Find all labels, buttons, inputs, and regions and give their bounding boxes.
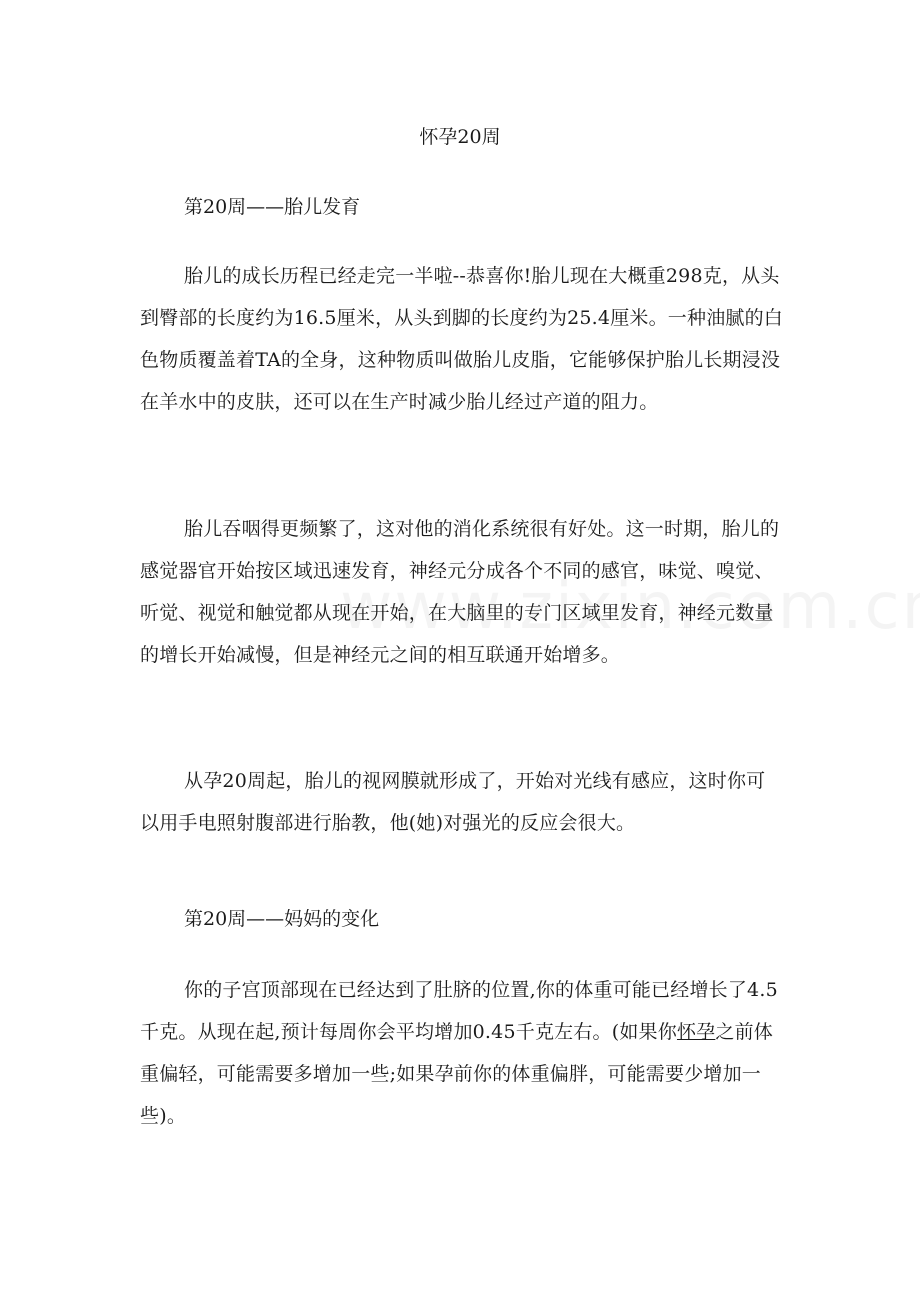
page-title: 怀孕20周 bbox=[419, 126, 501, 148]
paragraph-text: 你的子宫顶部现在已经达到了肚脐的位置,你的体重可能已经增长了4.5千克。从现在起,预计每周你会平均增加0.45千克左右。(如果你 bbox=[140, 979, 778, 1043]
paragraph-weight-gain bbox=[140, 969, 784, 1137]
paragraph-sensory-development: 胎儿吞咽得更频繁了，这对他的消化系统很有好处。这一时期，胎儿的感觉器官开始按区域迅速发育，神经元分成各个不同的感官，味觉、嗅觉、听觉、视觉和触觉都从现在开始，在大脑里的专门区域里发育，神经元数量的增长开始减慢，但是神经元之间的相互联通开始增多。 bbox=[140, 518, 780, 666]
paragraph-retina: 从孕20周起，胎儿的视网膜就形成了，开始对光线有感应，这时你可以用手电照射腹部进行胎教，他(她)对强光的反应会很大。 bbox=[140, 770, 766, 834]
section-heading-mother-changes: 第20周——妈妈的变化 bbox=[184, 908, 380, 930]
paragraph-fetal-size: 胎儿的成长历程已经走完一半啦--恭喜你!胎儿现在大概重298克，从头到臀部的长度约为16.5厘米，从头到脚的长度约为25.4厘米。一种油腻的白色物质覆盖着TA的全身，这种物质叫做胎儿皮脂，它能够保护胎儿长期浸没在羊水中的皮肤，还可以在生产时减少胎儿经过产道的阻力。 bbox=[140, 265, 784, 413]
paragraph-text: 之前体重偏轻，可能需要多增加一些;如果孕前你的体重偏胖，可能需要少增加一些)。 bbox=[140, 1021, 773, 1127]
pregnancy-link[interactable]: 怀孕 bbox=[676, 1021, 716, 1043]
section-heading-fetal-development: 第20周——胎儿发育 bbox=[184, 196, 361, 218]
